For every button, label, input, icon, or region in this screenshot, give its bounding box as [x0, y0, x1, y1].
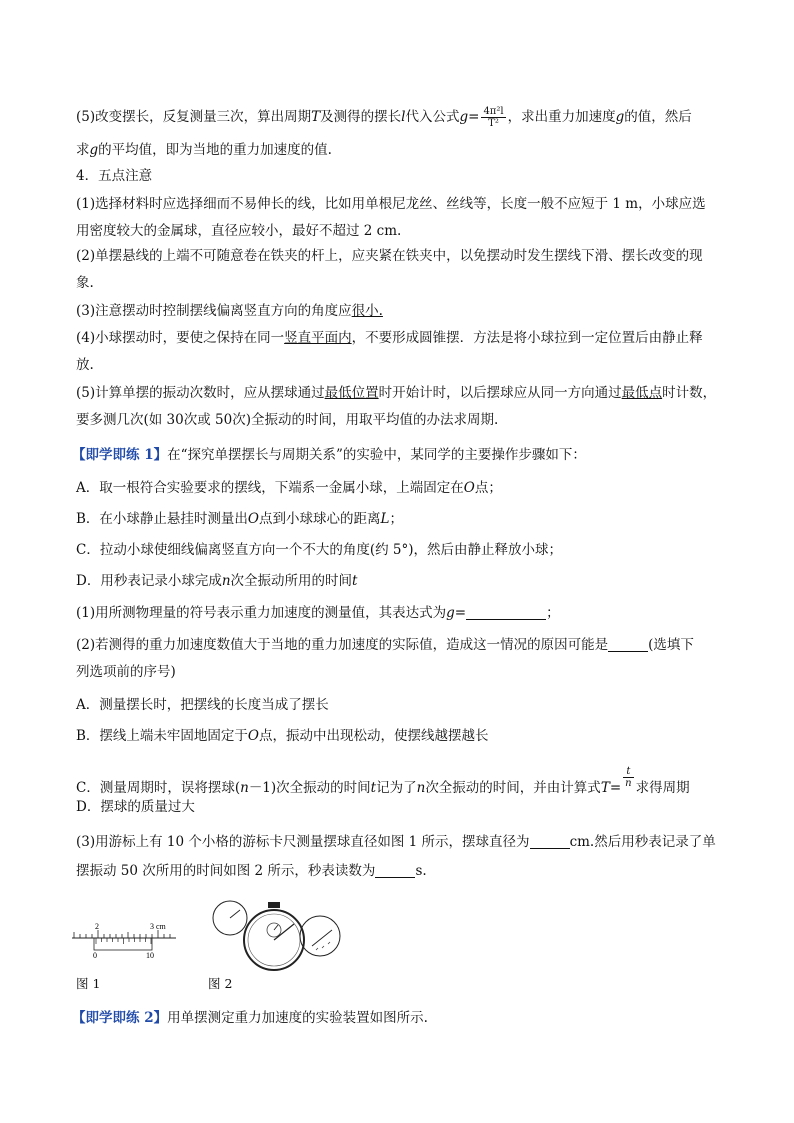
text: (3)注意摆动时控制摆线偏离竖直方向的角度应 — [76, 303, 352, 319]
text: 求得周期 — [635, 780, 690, 796]
question1 — [76, 604, 560, 622]
option-B — [76, 727, 489, 745]
text: C．测量周期时，误将摆球( — [76, 780, 241, 796]
text: (3)用游标上有 10 个小格的游标卡尺测量摆球直径如图 1 所示，摆球直径为 — [76, 834, 530, 850]
answer-blank[interactable] — [530, 834, 570, 849]
var-O: O — [247, 511, 259, 527]
text: －1)次全振动的时间 — [248, 780, 371, 796]
text: D．用秒表记录小球完成 — [76, 573, 222, 589]
note4-line1 — [76, 329, 703, 347]
question2-line2: 列选项前的序号) — [76, 664, 176, 680]
step-C: C．拉动小球使细线偏离竖直方向一个不大的角度(约 5°)，然后由静止释放小球； — [76, 542, 562, 558]
text: 点，振动中出现松动，使摆线越摆越长 — [259, 728, 489, 744]
var-O: O — [463, 480, 475, 496]
step-D — [76, 572, 357, 590]
answer-blank[interactable] — [608, 637, 648, 652]
ruler-label-10: 10 — [146, 951, 154, 960]
exercise-tag: 【即学即练 1】 — [72, 447, 168, 463]
underlined-text: 很小. — [351, 303, 383, 319]
exercise2-intro — [72, 1009, 428, 1027]
ruler-label-3cm: 3 cm — [150, 922, 166, 931]
var-l: l — [401, 109, 406, 125]
note5-line2: 要多测几次(如 30次或 50次)全振动的时间，用取平均值的办法求周期. — [76, 412, 499, 428]
text: ，不要形成圆锥摆．方法是将小球拉到一定位置后由静止释 — [351, 330, 703, 346]
formula-g: g= — [459, 109, 480, 125]
text: 的平均值，即为当地的重力加速度的值. — [98, 142, 332, 158]
note4-line2: 放. — [76, 357, 94, 373]
underlined-text: 最低点 — [621, 385, 663, 401]
text: A．取一根符合实验要求的摆线，下端系一金属小球，上端固定在 — [76, 480, 464, 496]
text: ，求出重力加速度 — [507, 109, 616, 125]
magnifier-right — [300, 916, 340, 956]
step-B — [76, 510, 403, 528]
answer-blank[interactable] — [466, 605, 546, 620]
text: 的值，然后 — [624, 109, 692, 125]
text: 用单摆测定重力加速度的实验装置如图所示. — [167, 1010, 428, 1026]
section-title: 4．五点注意 — [76, 168, 153, 184]
text: 次全振动的时间，并由计算式 — [425, 780, 601, 796]
text: 点到小球球心的距离 — [259, 511, 381, 527]
formula-T: T= — [600, 780, 622, 796]
underlined-text: 竖直平面内 — [284, 330, 352, 346]
text: B．在小球静止悬挂时测量出 — [76, 511, 248, 527]
text: 记为了 — [376, 780, 417, 796]
fraction-numerator: t — [623, 766, 633, 778]
note5-line1 — [76, 384, 716, 402]
note1-line1: (1)选择材料时应选择细而不易伸长的线，比如用单根尼龙丝、丝线等，长度一般不应短于 1 m，小球应选 — [76, 196, 706, 212]
question3-line2 — [76, 862, 427, 880]
fraction-denominator: T² — [488, 118, 499, 129]
text: (4)小球摆动时，要使之保持在同一 — [76, 330, 285, 346]
exercise-tag: 【即学即练 2】 — [72, 1010, 168, 1026]
text: (2)若测得的重力加速度数值大于当地的重力加速度的实际值，造成这一情况的原因可能是 — [76, 637, 609, 653]
step5-line2 — [76, 141, 332, 159]
stopwatch-crown — [268, 902, 280, 908]
text: s. — [415, 863, 427, 879]
text: (1)用所测物理量的符号表示重力加速度的测量值，其表达式为 — [76, 605, 447, 621]
ruler-label-0: 0 — [93, 951, 97, 960]
var-T: T — [311, 109, 321, 125]
text: 次全振动所用的时间 — [230, 573, 353, 589]
var-t: t — [352, 573, 358, 589]
answer-blank[interactable] — [375, 863, 415, 878]
var-g: g — [615, 109, 625, 125]
option-D: D．摆球的质量过大 — [76, 799, 195, 815]
option-A: A．测量摆长时，把摆线的长度当成了摆长 — [76, 697, 329, 713]
fraction-denominator: n — [625, 778, 632, 789]
question2-line1 — [76, 636, 694, 654]
text: 代入公式 — [405, 109, 460, 125]
var-O: O — [247, 728, 259, 744]
text: 求 — [76, 142, 90, 158]
var-L: L — [380, 511, 390, 527]
minute-hand — [274, 925, 278, 930]
step-A — [76, 479, 502, 497]
text: 时开始计时，以后摆球应从同一方向通过 — [378, 385, 622, 401]
var-g: g — [89, 142, 99, 158]
note1-line2: 用密度较大的金属球，直径应较小，最好不超过 2 cm. — [76, 223, 402, 239]
var-n: n — [240, 780, 249, 796]
question3-line1 — [76, 833, 716, 851]
text: ； — [546, 605, 560, 621]
figure1-caption: 图 1 — [76, 976, 101, 991]
text: (选填下 — [648, 637, 694, 653]
option-C — [76, 766, 690, 797]
text: 点； — [474, 480, 502, 496]
formula-fraction — [481, 106, 505, 129]
var-n: n — [416, 780, 426, 796]
text: 在“探究单摆摆长与周期关系”的实验中，某同学的主要操作步骤如下： — [167, 447, 586, 463]
figure2-caption: 图 2 — [208, 976, 233, 991]
text: (5)改变摆长，反复测量三次，算出周期 — [76, 109, 312, 125]
underlined-text: 最低位置 — [324, 385, 379, 401]
note3 — [76, 302, 383, 320]
text: 时计数， — [662, 385, 717, 401]
exercise1-intro — [72, 446, 586, 464]
formula-fraction — [623, 766, 633, 789]
stopwatch-figure — [208, 896, 348, 974]
step5-line1 — [76, 106, 692, 129]
var-n: n — [221, 573, 231, 589]
note2-line2: 象. — [76, 275, 94, 291]
text: (5)计算单摆的振动次数时，应从摆球通过 — [76, 385, 325, 401]
text: ； — [389, 511, 403, 527]
text: B．摆线上端未牢固地固定于 — [76, 728, 248, 744]
text: 摆振动 50 次所用的时间如图 2 所示，秒表读数为 — [76, 863, 376, 879]
text: 及测得的摆长 — [320, 109, 402, 125]
fraction-numerator: 4π²l — [483, 106, 504, 117]
note2-line1: (2)单摆悬线的上端不可随意卷在铁夹的杆上，应夹紧在铁夹中，以免摆动时发生摆线下滑、摆长改变的现 — [76, 248, 703, 264]
text: cm.然后用秒表记录了单 — [569, 834, 716, 850]
ruler-label-2: 2 — [95, 922, 99, 931]
var-t: t — [370, 780, 377, 796]
formula-g: g= — [446, 605, 467, 621]
vernier-caliper-figure — [70, 920, 180, 960]
